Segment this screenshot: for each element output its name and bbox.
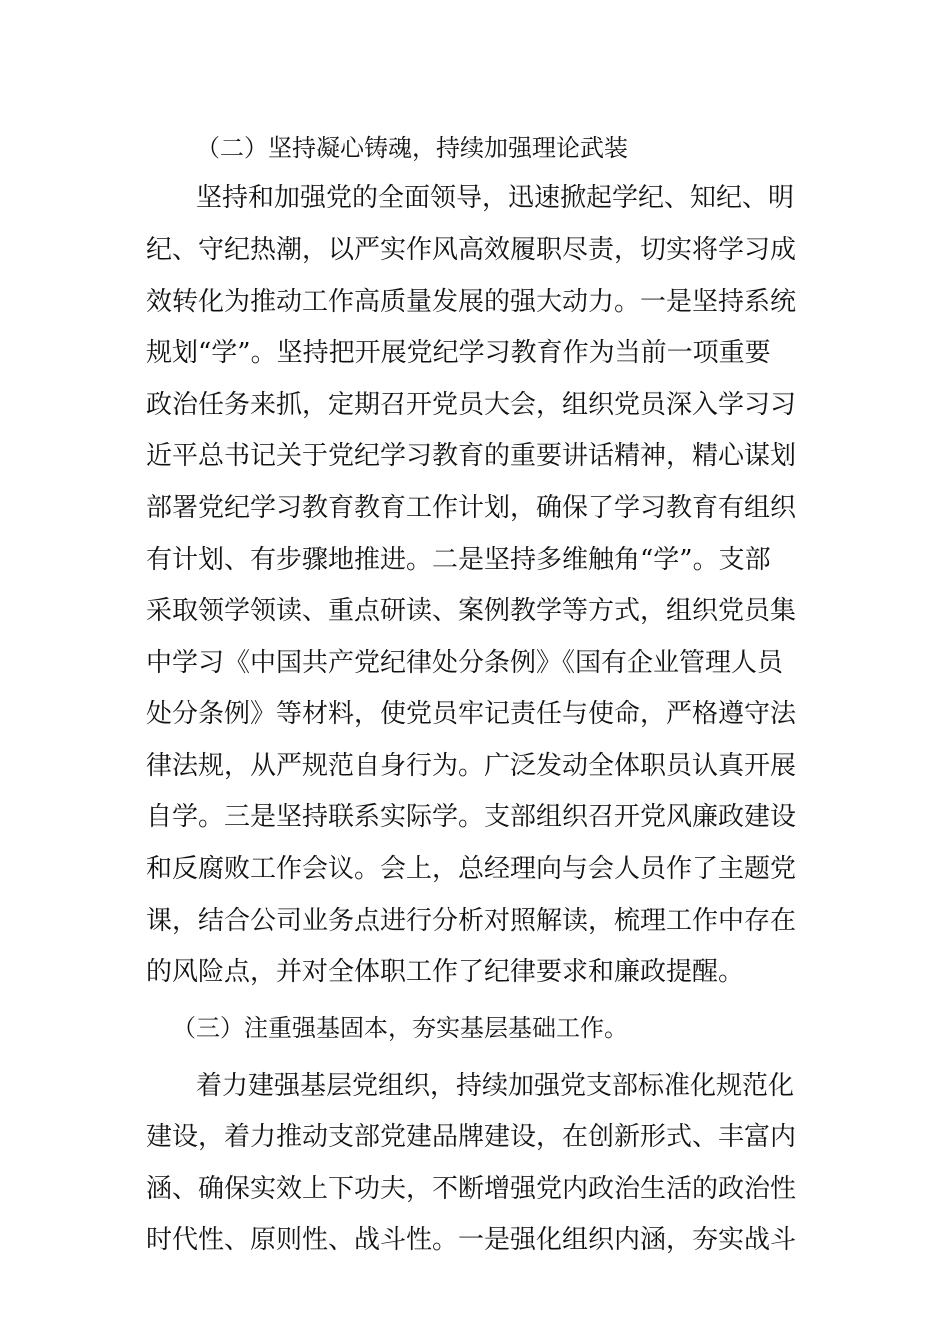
paragraph-line: 有计划、有步骤地推进。二是坚持多维触角“学”。支部 xyxy=(146,545,771,575)
paragraph-line: 律法规，从严规范自身行为。广泛发动全体职员认真开展 xyxy=(146,751,797,781)
paragraph-line: 建设，着力推动支部党建品牌建设，在创新形式、丰富内 xyxy=(146,1122,797,1152)
paragraph-line: 课，结合公司业务点进行分析对照解读，梳理工作中存在 xyxy=(146,906,797,936)
paragraph-line: 规划“学”。坚持把开展党纪学习教育作为当前一项重要 xyxy=(146,338,771,368)
paragraph-line: 中学习《中国共产党纪律处分条例》《国有企业管理人员 xyxy=(146,648,784,678)
paragraph-line: 坚持和加强党的全面领导，迅速掀起学纪、知纪、明 xyxy=(196,183,795,213)
paragraph-line: 和反腐败工作会议。会上，总经理向与会人员作了主题党 xyxy=(146,854,797,884)
paragraph-line: 的风险点，并对全体职工作了纪律要求和廉政提醒。 xyxy=(146,957,745,987)
paragraph-line: 采取领学领读、重点研读、案例教学等方式，组织党员集 xyxy=(146,596,797,626)
paragraph-line: 着力建强基层党组织，持续加强党支部标准化规范化 xyxy=(196,1071,795,1101)
paragraph-line: 近平总书记关于党纪学习教育的重要讲话精神，精心谋划 xyxy=(146,441,797,471)
section-heading-3: （三）注重强基固本，夯实基层基础工作。 xyxy=(172,1014,628,1042)
paragraph-line: 自学。三是坚持联系实际学。支部组织召开党风廉政建设 xyxy=(146,802,797,832)
paragraph-line: 政治任务来抓，定期召开党员大会，组织党员深入学习习 xyxy=(146,390,797,420)
paragraph-line: 效转化为推动工作高质量发展的强大动力。一是坚持系统 xyxy=(146,287,797,317)
paragraph-line: 涵、确保实效上下功夫，不断增强党内政治生活的政治性 xyxy=(146,1174,797,1204)
paragraph-line: 时代性、原则性、战斗性。一是强化组织内涵，夯实战斗 xyxy=(146,1225,797,1255)
paragraph-line: 纪、守纪热潮，以严实作风高效履职尽责，切实将学习成 xyxy=(146,235,797,265)
section-heading-2: （二）坚持凝心铸魂，持续加强理论武装 xyxy=(196,134,628,162)
paragraph-line: 处分条例》等材料，使党员牢记责任与使命，严格遵守法 xyxy=(146,699,797,729)
paragraph-line: 部署党纪学习教育教育工作计划，确保了学习教育有组织 xyxy=(146,493,797,523)
